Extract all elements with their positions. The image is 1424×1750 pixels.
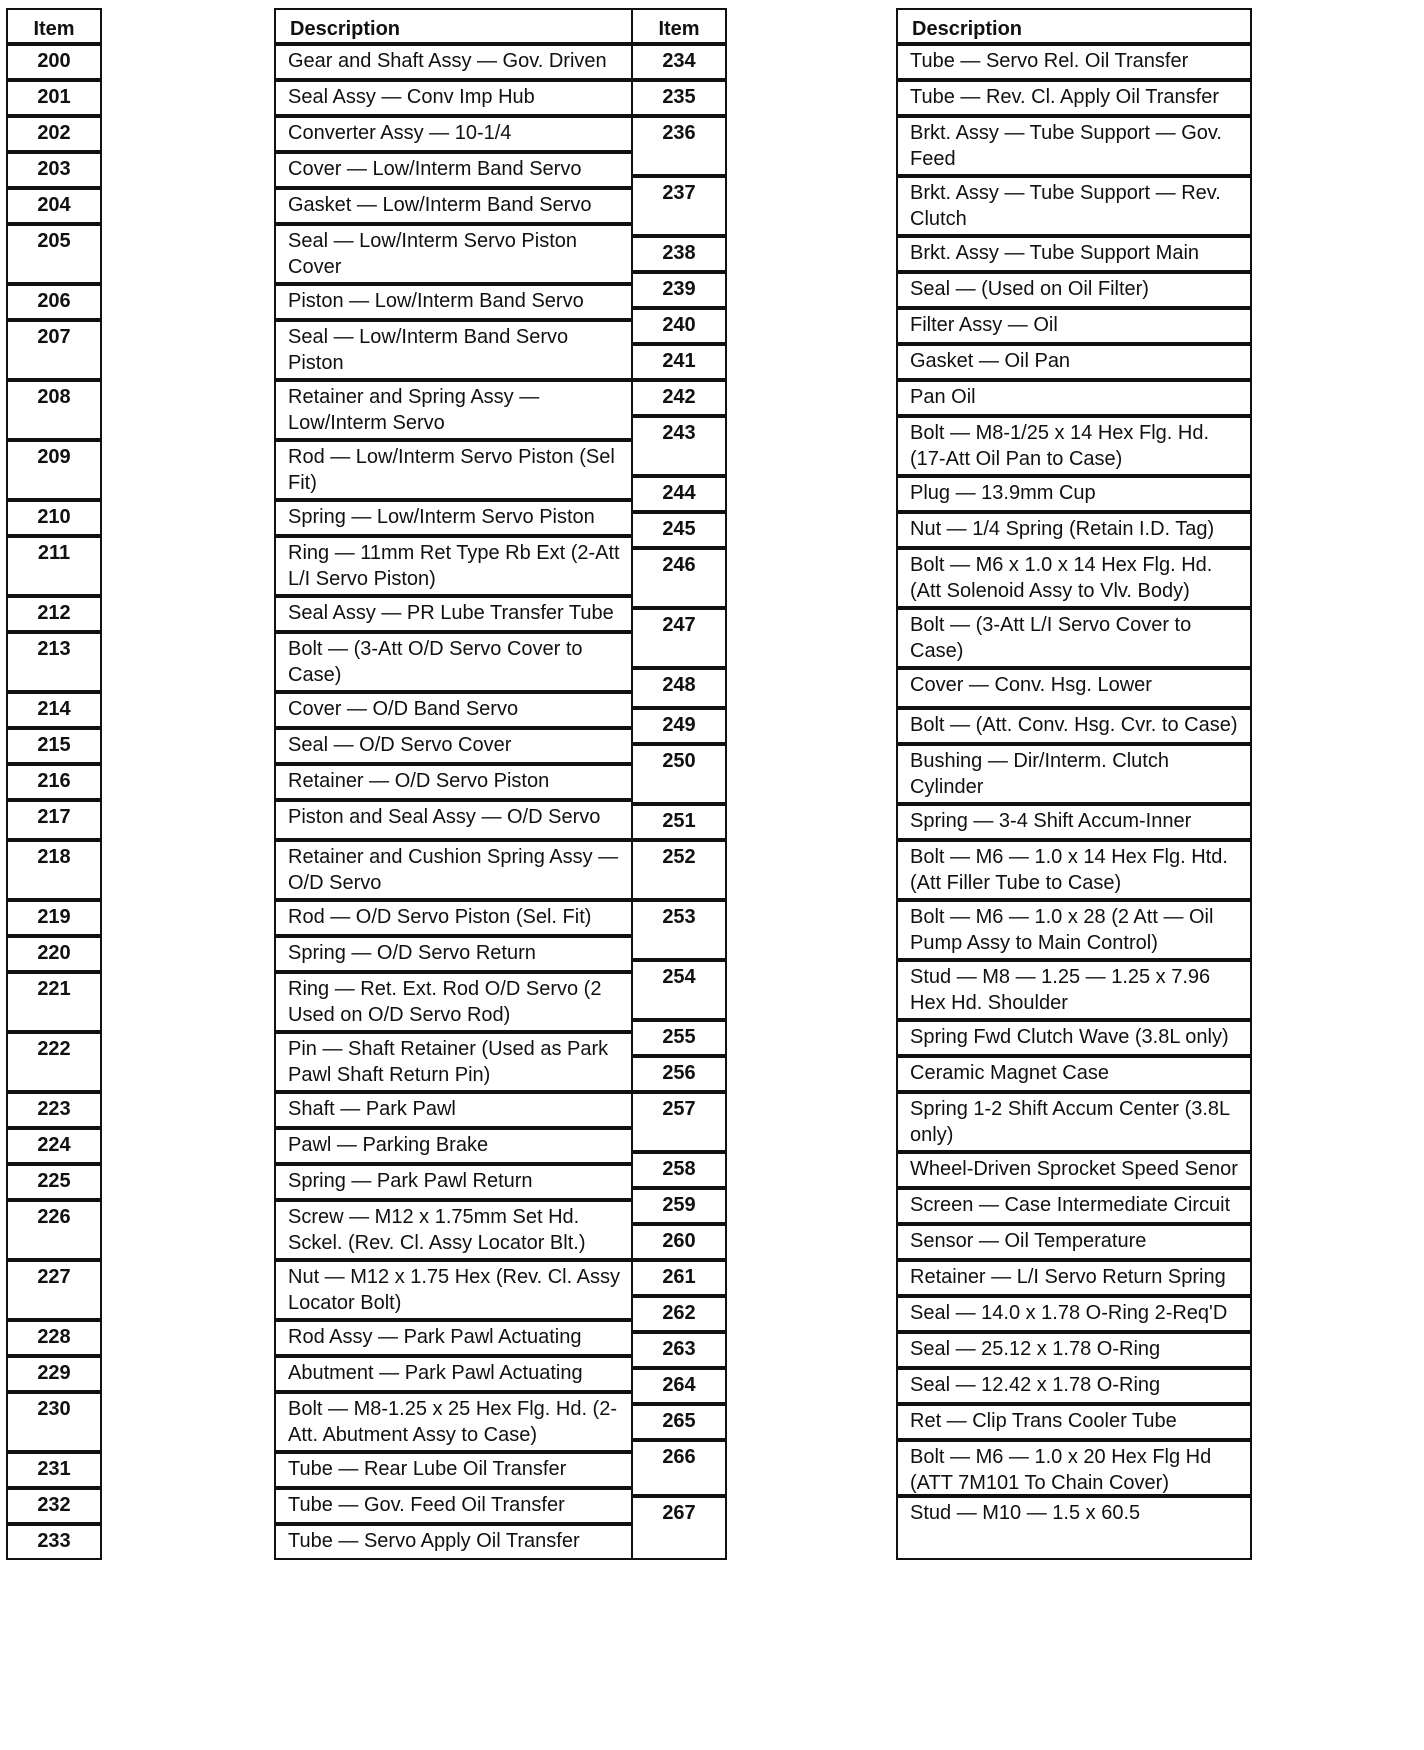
item-number: 250 — [631, 744, 727, 804]
item-description: Shaft — Park Pawl — [274, 1092, 634, 1128]
item-number: 222 — [6, 1032, 102, 1092]
item-number: 264 — [631, 1368, 727, 1404]
item-description: Sensor — Oil Temperature — [896, 1224, 1252, 1260]
item-description: Screen — Case Intermediate Circuit — [896, 1188, 1252, 1224]
item-description: Plug — 13.9mm Cup — [896, 476, 1252, 512]
item-number: 244 — [631, 476, 727, 512]
item-description: Nut — M12 x 1.75 Hex (Rev. Cl. Assy Locator Bolt) — [274, 1260, 634, 1320]
item-number: 267 — [631, 1496, 727, 1560]
item-number: 233 — [6, 1524, 102, 1560]
item-description: Spring 1-2 Shift Accum Center (3.8L only) — [896, 1092, 1252, 1152]
item-number: 238 — [631, 236, 727, 272]
item-description: Retainer and Spring Assy — Low/Interm Servo — [274, 380, 634, 440]
item-number: 243 — [631, 416, 727, 476]
item-description: Gasket — Oil Pan — [896, 344, 1252, 380]
item-number: 237 — [631, 176, 727, 236]
item-description: Filter Assy — Oil — [896, 308, 1252, 344]
item-description: Piston — Low/Interm Band Servo — [274, 284, 634, 320]
item-number: 253 — [631, 900, 727, 960]
item-description: Bolt — M6 — 1.0 x 14 Hex Flg. Htd. (Att Filler Tube to Case) — [896, 840, 1252, 900]
item-description: Bolt — (Att. Conv. Hsg. Cvr. to Case) — [896, 708, 1252, 744]
item-description: Pan Oil — [896, 380, 1252, 416]
item-number: 260 — [631, 1224, 727, 1260]
item-number: 209 — [6, 440, 102, 500]
item-number: 239 — [631, 272, 727, 308]
item-description: Seal — Low/Interm Band Servo Piston — [274, 320, 634, 380]
item-description: Wheel-Driven Sprocket Speed Senor — [896, 1152, 1252, 1188]
item-description: Converter Assy — 10-1/4 — [274, 116, 634, 152]
item-description: Bolt — M6 — 1.0 x 28 (2 Att — Oil Pump Assy to Main Control) — [896, 900, 1252, 960]
item-description: Cover — Low/Interm Band Servo — [274, 152, 634, 188]
item-description: Ceramic Magnet Case — [896, 1056, 1252, 1092]
header-item-left: Item — [6, 8, 102, 44]
item-number: 263 — [631, 1332, 727, 1368]
item-description: Seal — 14.0 x 1.78 O-Ring 2-Req'D — [896, 1296, 1252, 1332]
item-number: 226 — [6, 1200, 102, 1260]
item-description: Retainer and Cushion Spring Assy — O/D Servo — [274, 840, 634, 900]
item-number: 252 — [631, 840, 727, 900]
item-description: Spring Fwd Clutch Wave (3.8L only) — [896, 1020, 1252, 1056]
item-description: Rod Assy — Park Pawl Actuating — [274, 1320, 634, 1356]
item-number: 205 — [6, 224, 102, 284]
item-description: Spring — O/D Servo Return — [274, 936, 634, 972]
item-description: Bolt — M6 x 1.0 x 14 Hex Flg. Hd. (Att Solenoid Assy to Vlv. Body) — [896, 548, 1252, 608]
item-number: 236 — [631, 116, 727, 176]
item-number: 225 — [6, 1164, 102, 1200]
item-description: Retainer — L/I Servo Return Spring — [896, 1260, 1252, 1296]
item-number: 216 — [6, 764, 102, 800]
item-description: Tube — Rev. Cl. Apply Oil Transfer — [896, 80, 1252, 116]
item-number: 204 — [6, 188, 102, 224]
item-number: 217 — [6, 800, 102, 840]
item-description: Spring — Park Pawl Return — [274, 1164, 634, 1200]
item-number: 262 — [631, 1296, 727, 1332]
item-description: Tube — Rear Lube Oil Transfer — [274, 1452, 634, 1488]
header-description-right: Description — [896, 8, 1252, 44]
item-number: 256 — [631, 1056, 727, 1092]
item-description: Bolt — (3-Att L/I Servo Cover to Case) — [896, 608, 1252, 668]
item-description: Cover — Conv. Hsg. Lower — [896, 668, 1252, 708]
item-description: Bolt — M8-1/25 x 14 Hex Flg. Hd. (17-Att Oil Pan to Case) — [896, 416, 1252, 476]
item-number: 201 — [6, 80, 102, 116]
item-description: Brkt. Assy — Tube Support — Gov. Feed — [896, 116, 1252, 176]
item-number: 215 — [6, 728, 102, 764]
header-item-middle: Item — [631, 8, 727, 44]
item-description: Stud — M10 — 1.5 x 60.5 — [896, 1496, 1252, 1560]
item-description: Brkt. Assy — Tube Support Main — [896, 236, 1252, 272]
item-number: 208 — [6, 380, 102, 440]
item-number: 234 — [631, 44, 727, 80]
item-number: 224 — [6, 1128, 102, 1164]
item-description: Seal Assy — PR Lube Transfer Tube — [274, 596, 634, 632]
item-number: 203 — [6, 152, 102, 188]
item-description: Screw — M12 x 1.75mm Set Hd. Sckel. (Rev. Cl. Assy Locator Blt.) — [274, 1200, 634, 1260]
item-description: Abutment — Park Pawl Actuating — [274, 1356, 634, 1392]
item-description: Bolt — M6 — 1.0 x 20 Hex Flg Hd (ATT 7M101 To Chain Cover) — [896, 1440, 1252, 1496]
item-number: 247 — [631, 608, 727, 668]
item-description: Gear and Shaft Assy — Gov. Driven — [274, 44, 634, 80]
item-description: Retainer — O/D Servo Piston — [274, 764, 634, 800]
item-number: 207 — [6, 320, 102, 380]
item-number: 259 — [631, 1188, 727, 1224]
item-description: Seal Assy — Conv Imp Hub — [274, 80, 634, 116]
item-description: Brkt. Assy — Tube Support — Rev. Clutch — [896, 176, 1252, 236]
item-number: 246 — [631, 548, 727, 608]
item-number: 210 — [6, 500, 102, 536]
item-description: Stud — M8 — 1.25 — 1.25 x 7.96 Hex Hd. Shoulder — [896, 960, 1252, 1020]
item-number: 261 — [631, 1260, 727, 1296]
item-description: Bolt — (3-Att O/D Servo Cover to Case) — [274, 632, 634, 692]
item-number: 257 — [631, 1092, 727, 1152]
item-description: Ring — 11mm Ret Type Rb Ext (2-Att L/I Servo Piston) — [274, 536, 634, 596]
item-description: Piston and Seal Assy — O/D Servo — [274, 800, 634, 840]
item-description: Seal — 12.42 x 1.78 O-Ring — [896, 1368, 1252, 1404]
item-number: 241 — [631, 344, 727, 380]
item-number: 231 — [6, 1452, 102, 1488]
item-description: Bushing — Dir/Interm. Clutch Cylinder — [896, 744, 1252, 804]
item-description: Tube — Servo Apply Oil Transfer — [274, 1524, 634, 1560]
item-number: 220 — [6, 936, 102, 972]
item-number: 251 — [631, 804, 727, 840]
item-number: 228 — [6, 1320, 102, 1356]
item-description: Gasket — Low/Interm Band Servo — [274, 188, 634, 224]
item-description: Bolt — M8-1.25 x 25 Hex Flg. Hd. (2-Att. Abutment Assy to Case) — [274, 1392, 634, 1452]
item-number: 221 — [6, 972, 102, 1032]
item-number: 219 — [6, 900, 102, 936]
item-description: Spring — 3-4 Shift Accum-Inner — [896, 804, 1252, 840]
item-number: 266 — [631, 1440, 727, 1496]
item-description: Rod — Low/Interm Servo Piston (Sel Fit) — [274, 440, 634, 500]
item-description: Nut — 1/4 Spring (Retain I.D. Tag) — [896, 512, 1252, 548]
item-number: 227 — [6, 1260, 102, 1320]
item-description: Seal — (Used on Oil Filter) — [896, 272, 1252, 308]
item-number: 265 — [631, 1404, 727, 1440]
item-number: 232 — [6, 1488, 102, 1524]
item-number: 206 — [6, 284, 102, 320]
item-description: Seal — O/D Servo Cover — [274, 728, 634, 764]
item-number: 202 — [6, 116, 102, 152]
item-description: Seal — Low/Interm Servo Piston Cover — [274, 224, 634, 284]
item-description: Ring — Ret. Ext. Rod O/D Servo (2 Used on O/D Servo Rod) — [274, 972, 634, 1032]
item-number: 223 — [6, 1092, 102, 1128]
item-description: Pawl — Parking Brake — [274, 1128, 634, 1164]
item-description: Spring — Low/Interm Servo Piston — [274, 500, 634, 536]
item-description: Rod — O/D Servo Piston (Sel. Fit) — [274, 900, 634, 936]
item-number: 235 — [631, 80, 727, 116]
item-number: 249 — [631, 708, 727, 744]
item-number: 211 — [6, 536, 102, 596]
item-number: 200 — [6, 44, 102, 80]
item-number: 213 — [6, 632, 102, 692]
item-description: Pin — Shaft Retainer (Used as Park Pawl Shaft Return Pin) — [274, 1032, 634, 1092]
item-number: 240 — [631, 308, 727, 344]
item-number: 214 — [6, 692, 102, 728]
item-number: 254 — [631, 960, 727, 1020]
item-description: Cover — O/D Band Servo — [274, 692, 634, 728]
item-description: Tube — Gov. Feed Oil Transfer — [274, 1488, 634, 1524]
item-number: 258 — [631, 1152, 727, 1188]
item-number: 218 — [6, 840, 102, 900]
header-description-middle: Description — [274, 8, 634, 44]
item-number: 212 — [6, 596, 102, 632]
item-description: Ret — Clip Trans Cooler Tube — [896, 1404, 1252, 1440]
item-number: 255 — [631, 1020, 727, 1056]
item-number: 242 — [631, 380, 727, 416]
item-number: 245 — [631, 512, 727, 548]
item-description: Tube — Servo Rel. Oil Transfer — [896, 44, 1252, 80]
item-number: 229 — [6, 1356, 102, 1392]
item-number: 248 — [631, 668, 727, 708]
item-number: 230 — [6, 1392, 102, 1452]
item-description: Seal — 25.12 x 1.78 O-Ring — [896, 1332, 1252, 1368]
